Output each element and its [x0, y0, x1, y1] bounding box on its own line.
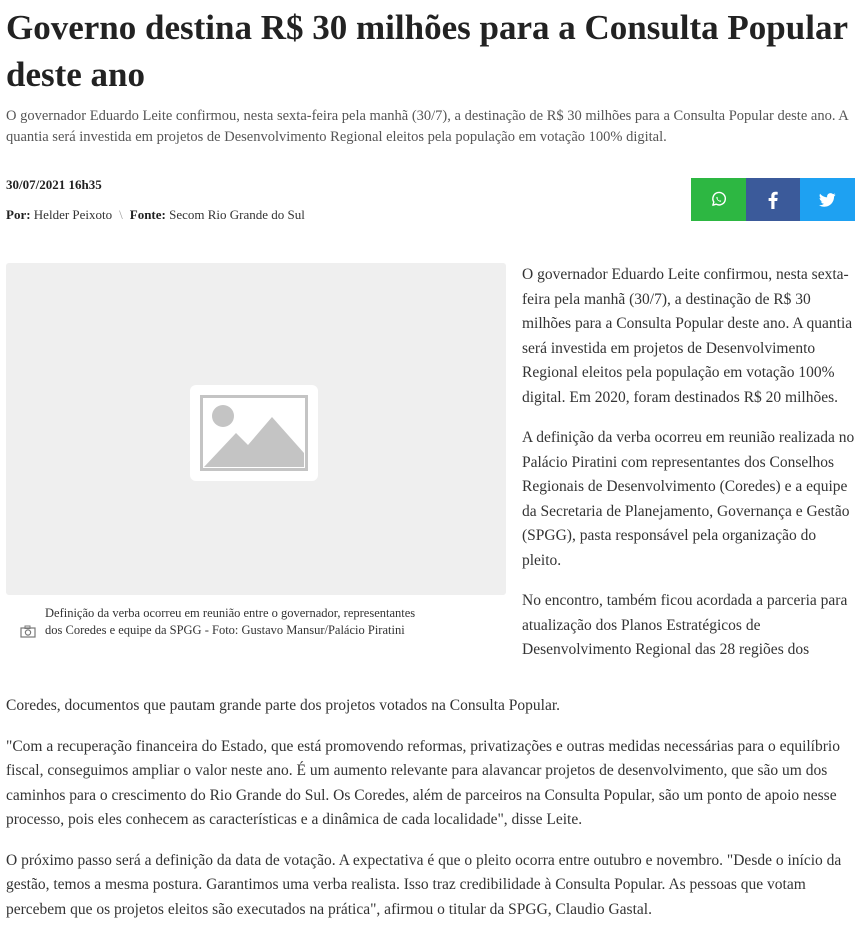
- article-body-column: [522, 263, 855, 679]
- body-paragraph: "Com a recuperação financeira do Estado, que está promovendo reformas, privatizações e outras medidas necessárias para o equilíbrio fiscal, conseguimos ampliar o valor neste ano. É um aumento relevante para alavancar projetos de desenvolvimento, que são um dos caminhos para o crescimento do Rio Grande do Sul. Os Coredes, além de parceiros na Consulta Popular, são um ponto de apoio nesse processo, pois eles conhecem as características e a dinâmica de cada localidade", disse Leite.: [6, 737, 840, 828]
- share-buttons: [691, 178, 855, 221]
- article-title: Governo destina R$ 30 milhões para a Consulta Popular deste ano: [6, 8, 848, 94]
- whatsapp-share-button[interactable]: [691, 178, 746, 221]
- twitter-share-button[interactable]: [800, 178, 855, 221]
- article-lede: O governador Eduardo Leite confirmou, nesta sexta-feira pela manhã (30/7), a destinação de R$ 30 milhões para a Consulta Popular deste ano. A quantia será investida em projetos de Desenvolvimento Regional eleitos pela população em votação 100% digital.: [6, 108, 848, 145]
- image-placeholder-icon: [200, 395, 308, 471]
- author-name: Helder Peixoto: [33, 207, 113, 222]
- facebook-icon: [768, 191, 778, 209]
- whatsapp-icon: [710, 191, 727, 208]
- source-name: Secom Rio Grande do Sul: [169, 207, 305, 222]
- article-photo: [6, 263, 506, 595]
- camera-icon: [20, 625, 36, 638]
- body-paragraph: O próximo passo será a definição da data de votação. A expectativa é que o pleito ocorra entre outubro e novembro. "Desde o início da gestão, temos a mesma postura. Garantimos uma verba realista. Isso traz credibilidade à Consulta Popular. As pessoas que votam percebem que os projetos eleitos são executados na prática", afirmou o titular da SPGG, Claudio Gastal.: [6, 851, 842, 918]
- byline-separator: \: [119, 207, 123, 222]
- photo-caption: [20, 605, 420, 639]
- publish-date: 30/07/2021 16h35: [6, 177, 102, 192]
- facebook-share-button[interactable]: [746, 178, 801, 221]
- body-paragraph: A definição da verba ocorreu em reunião realizada no Palácio Piratini com representantes dos Conselhos Regionais de Desenvolvimento (Coredes) e a equipe da Secretaria de Planejamento, Governança e Gestão (SPGG), pasta responsável pela organização do pleito.: [522, 429, 855, 569]
- byline: [6, 207, 305, 223]
- body-paragraph: O governador Eduardo Leite confirmou, nesta sexta-feira pela manhã (30/7), a destinação de R$ 30 milhões para a Consulta Popular deste ano. A quantia será investida em projetos de Desenvolvimento Regional eleitos pela população em votação 100% digital. Em 2020, foram destinados R$ 20 milhões.: [522, 266, 853, 406]
- source-label: Fonte:: [129, 207, 166, 222]
- photo-caption-text: Definição da verba ocorreu em reunião entre o governador, representantes dos Coredes e equipe da SPGG - Foto: Gustavo Mansur/Palácio Piratini: [45, 606, 416, 637]
- body-paragraph: Coredes, documentos que pautam grande parte dos projetos votados na Consulta Popular.: [6, 697, 561, 714]
- twitter-icon: [819, 193, 836, 207]
- body-paragraph: No encontro, também ficou acordada a parceria para atualização dos Planos Estratégicos de Desenvolvimento Regional das 28 regiões dos: [522, 592, 848, 658]
- image-placeholder: [190, 385, 318, 481]
- author-label: Por:: [6, 207, 31, 222]
- article-body-full: [6, 694, 855, 938]
